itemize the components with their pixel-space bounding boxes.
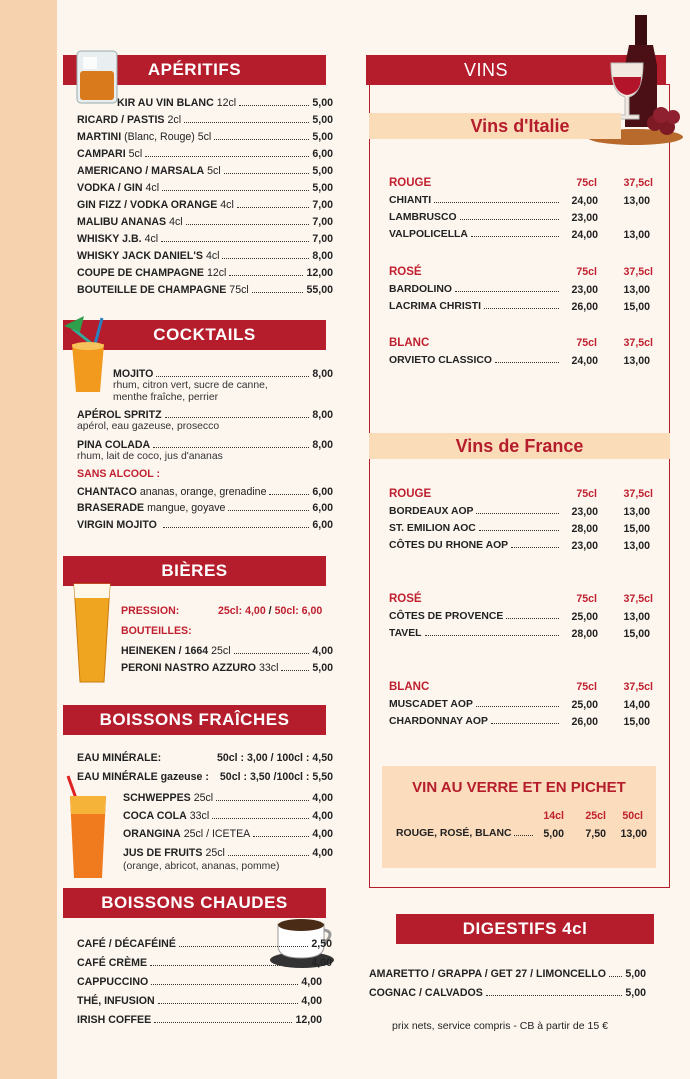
dot-leader [486,995,623,996]
wine-row [389,523,562,534]
beer-glass-icon [70,578,114,693]
chaudes-title: BOISSONS CHAUDES [101,893,288,912]
item-price: 4,00 [312,828,333,840]
dot-leader [150,965,308,966]
item-price: 5,00 [625,968,646,980]
item-qty: 4cl [144,233,159,245]
wine-row [389,284,562,295]
wine-price-75: 23,00 [571,506,598,518]
juice-glass-icon [62,774,112,889]
verre-name: ROUGE, ROSÉ, BLANC [396,828,512,839]
dot-leader [145,156,309,157]
menu-row [77,165,333,178]
wine-price-375: 15,00 [623,523,650,535]
dot-leader [495,362,559,363]
dot-leader [434,202,559,203]
wine-row [389,301,562,312]
menu-row [77,995,322,1008]
dot-leader [281,670,309,671]
verre-title: VIN AU VERRE ET EN PICHET [412,779,626,796]
item-qty: 33cl [189,810,210,822]
item-price: 5,00 [312,182,333,194]
eau1-name: EAU MINÉRALE: [77,752,162,764]
item-name: HEINEKEN / 1664 [121,645,209,657]
wine-price-375: 13,00 [623,355,650,367]
item-name: VODKA / GIN [77,182,143,194]
dot-leader [425,635,559,636]
wine-row [389,611,562,622]
cocktail-desc: rhum, citron vert, sucre de canne, [113,380,268,391]
wine-col-375: 37,5cl [623,488,653,500]
menu-row [77,519,333,532]
item-qty: 33cl [258,662,279,674]
item-price: 4,00 [301,995,322,1007]
wine-name: LACRIMA CHRISTI [389,301,481,312]
dot-leader [228,510,309,511]
cocktails-title: COCKTAILS [153,325,256,344]
cocktail-desc: rhum, lait de coco, jus d'ananas [77,451,223,462]
item-qty: 4cl [169,216,183,228]
wine-col-75: 75cl [576,266,597,278]
pression-sep: / [268,605,272,617]
wine-price-375: 14,00 [623,699,650,711]
wine-price-75: 28,00 [571,628,598,640]
item-price: 6,00 [312,486,333,498]
item-qty: 4cl [145,182,160,194]
wine-col-75: 75cl [576,177,597,189]
menu-row [77,976,322,989]
dot-leader [154,1022,292,1023]
wine-price-75: 25,00 [571,699,598,711]
dot-leader [252,292,304,293]
menu-row [77,267,333,280]
wine-price-75: 26,00 [571,301,598,313]
footer-note: prix nets, service compris - CB à partir de 15 € [392,1020,608,1032]
wine-price-375: 15,00 [623,301,650,313]
eau2-name: EAU MINÉRALE gazeuse : [77,771,209,783]
menu-row [123,847,333,860]
dot-leader [156,376,309,377]
dot-leader [479,530,559,531]
digestifs-title: DIGESTIFS 4cl [462,919,588,938]
dot-leader [151,984,298,985]
jus-description: (orange, abricot, ananas, pomme) [123,861,280,872]
sans-alcool-label: SANS ALCOOL : [77,468,160,480]
dot-leader [506,618,559,619]
wine-name: CÔTES DE PROVENCE [389,611,504,622]
dot-leader [253,836,309,837]
wine-row [389,506,562,517]
fraiches-banner [63,705,326,735]
item-price: 6,00 [312,502,333,514]
item-name: JUS DE FRUITS [123,847,203,859]
dot-leader [179,946,308,947]
menu-row [123,810,333,823]
pression-label: PRESSION: [121,605,180,617]
item-price: 4,00 [301,976,322,988]
wine-name: BORDEAUX AOP [389,506,474,517]
wine-group-label: ROSÉ [389,266,422,278]
pression-prices [218,605,322,617]
item-price: 5,00 [312,662,333,674]
item-qty: ananas, orange, grenadine [139,486,267,498]
wine-name: TAVEL [389,628,422,639]
wine-name: BARDOLINO [389,284,452,295]
item-name: AMERICANO / MARSALA [77,165,205,177]
wine-group-label: ROUGE [389,177,432,189]
dot-leader [229,275,303,276]
dot-leader [216,800,309,801]
left-decorative-stripe [0,0,57,1079]
wine-price-375: 13,00 [623,229,650,241]
wine-name: CHIANTI [389,195,432,206]
item-name: RICARD / PASTIS [77,114,165,126]
pression-25: 25cl: 4,00 [218,605,266,617]
item-name: SCHWEPPES [123,792,191,804]
item-name: MARTINI [77,131,122,143]
item-name: BRASERADE [77,502,145,514]
wine-price-75: 23,00 [571,284,598,296]
item-price: 8,00 [312,250,333,262]
cocktail-desc: menthe fraîche, perrier [113,392,219,403]
menu-row [121,662,333,675]
wine-price-75: 23,00 [571,540,598,552]
item-name: ORANGINA [123,828,181,840]
wine-name: ST. EMILION AOC [389,523,476,534]
wine-price-75: 28,00 [571,523,598,535]
dot-leader [484,308,559,309]
item-price: 4,00 [312,810,333,822]
eau-minerale-row [77,752,333,765]
dot-leader [491,723,559,724]
bieres-title: BIÈRES [161,561,228,580]
wine-name: CHARDONNAY AOP [389,716,488,727]
menu-row [123,792,333,805]
item-name: IRISH COFFEE [77,1014,152,1026]
item-qty: 12cl [206,267,227,279]
wine-name: ORVIETO CLASSICO [389,355,492,366]
item-name: PINA COLADA [77,439,151,451]
wine-col-75: 75cl [576,337,597,349]
menu-row [369,968,646,981]
item-name: VIRGIN MOJITO [77,519,157,531]
item-price: 8,00 [312,439,333,451]
dot-leader [228,855,309,856]
cocktail-glass-icon [62,314,112,401]
wine-price-75: 24,00 [571,195,598,207]
italie-band [369,113,621,139]
pression-50: 50cl: 6,00 [274,605,323,617]
item-name: CAFÉ CRÈME [77,957,148,969]
wine-row [389,229,562,240]
dot-leader [224,173,310,174]
verre-c2: 25cl [585,810,606,822]
menu-row [77,148,333,161]
item-name: BOUTEILLE DE CHAMPAGNE [77,284,227,296]
item-name: COCA COLA [123,810,187,822]
dot-leader [476,513,559,514]
vins-title: VINS [463,59,508,80]
menu-row [77,284,333,297]
wine-name: VALPOLICELLA [389,229,468,240]
item-name: CHANTACO [77,486,137,498]
dot-leader [269,494,309,495]
wine-name: LAMBRUSCO [389,212,457,223]
dot-leader [460,219,559,220]
wine-price-375: 13,00 [623,540,650,552]
wine-group-label: ROSÉ [389,593,422,605]
wine-col-75: 75cl [576,488,597,500]
wine-name: CÔTES DU RHONE AOP [389,540,509,551]
wine-group-label: ROUGE [389,488,432,500]
wine-col-75: 75cl [576,593,597,605]
menu-row [77,957,332,970]
item-qty: 12cl [216,97,237,109]
wine-name: MUSCADET AOP [389,699,473,710]
menu-row [77,114,333,127]
item-price: 5,00 [312,131,333,143]
menu-row [369,987,646,1000]
whisky-glass-icon [73,47,121,112]
wine-row [389,716,562,727]
item-name: COGNAC / CALVADOS [369,987,483,999]
wine-col-75: 75cl [576,681,597,693]
item-name: GIN FIZZ / VODKA ORANGE [77,199,218,211]
item-price: 4,00 [312,792,333,804]
menu-row [77,182,333,195]
item-price: 12,00 [295,1014,322,1026]
dot-leader [184,122,309,123]
item-qty: 25cl [193,792,214,804]
item-name: WHISKY J.B. [77,233,142,245]
dot-leader [158,1003,299,1004]
dot-leader [153,447,309,448]
item-price: 5,00 [625,987,646,999]
dot-leader [212,818,309,819]
item-qty: 4cl [220,199,234,211]
wine-price-375: 13,00 [623,284,650,296]
wine-price-75: 25,00 [571,611,598,623]
aperitifs-title: APÉRITIFS [147,60,242,79]
verre-c1: 14cl [543,810,564,822]
wine-row [389,212,562,223]
wine-row [389,540,562,551]
item-name: KIR AU VIN BLANC [117,97,214,109]
verre-c3: 50cl [622,810,643,822]
item-price: 6,00 [312,519,333,531]
wine-col-375: 37,5cl [623,337,653,349]
dot-leader [511,547,559,548]
menu-row [77,486,333,499]
item-qty: 25cl / ICETEA [183,828,251,840]
item-qty: 75cl [229,284,249,296]
dot-leader [237,207,310,208]
item-price: 12,00 [306,267,333,279]
dot-leader [609,976,622,977]
wine-col-375: 37,5cl [623,593,653,605]
wine-group-label: BLANC [389,337,430,349]
dot-leader [162,190,309,191]
italie-title: Vins d'Italie [470,115,570,136]
item-name: CAFÉ / DÉCAFÉINÉ [77,938,176,950]
bouteilles-label: BOUTEILLES: [121,625,192,637]
wine-col-375: 37,5cl [623,266,653,278]
item-price: 55,00 [306,284,333,296]
dot-leader [222,258,309,259]
item-qty: 2cl [167,114,182,126]
menu-row [123,828,333,841]
item-name: MALIBU ANANAS [77,216,167,228]
wine-col-375: 37,5cl [623,681,653,693]
item-qty: (Blanc, Rouge) 5cl [124,131,212,143]
verre-p2: 7,50 [585,828,606,840]
item-name: MOJITO [113,368,154,380]
wine-price-375: 13,00 [623,506,650,518]
menu-row [121,645,333,658]
wine-price-375: 13,00 [623,611,650,623]
dot-leader [186,224,310,225]
verre-row [396,828,536,839]
wine-row [389,355,562,366]
eau-gazeuse-row [77,771,333,784]
item-price: 8,00 [312,409,333,421]
item-qty: 5cl [207,165,221,177]
verre-p3: 13,00 [620,828,647,840]
wine-price-75: 26,00 [571,716,598,728]
wine-price-75: 24,00 [571,355,598,367]
item-price: 4,00 [312,847,333,859]
item-price: 5,00 [312,165,333,177]
wine-price-75: 24,00 [571,229,598,241]
menu-row [77,199,333,212]
wine-price-375: 15,00 [623,716,650,728]
item-name: CAPPUCCINO [77,976,149,988]
wine-group-label: BLANC [389,681,430,693]
menu-row [77,233,333,246]
wine-price-375: 15,00 [623,628,650,640]
dot-leader [234,653,310,654]
item-price: 7,00 [312,233,333,245]
menu-row [117,97,333,110]
menu-row [77,938,332,951]
menu-row [77,216,333,229]
menu-row [77,502,333,515]
wine-col-375: 37,5cl [623,177,653,189]
dot-leader [163,527,310,528]
item-price: 7,00 [312,216,333,228]
item-name: CAMPARI [77,148,126,160]
item-name: PERONI NASTRO AZZURO [121,662,256,674]
item-name: COUPE DE CHAMPAGNE [77,267,204,279]
wine-row [389,628,562,639]
dot-leader [476,706,559,707]
dot-leader [214,139,309,140]
item-price: 2,50 [311,938,332,950]
dot-leader [471,236,559,237]
item-qty: 4cl [205,250,220,262]
france-band [369,433,670,459]
menu-row [77,131,333,144]
item-price: 5,00 [312,97,333,109]
dot-leader [161,241,309,242]
eau1-price: 50cl : 3,00 / 100cl : 4,50 [216,752,333,764]
dot-leader [165,417,310,418]
item-price: 6,00 [312,148,333,160]
verre-p1: 5,00 [543,828,564,840]
dot-leader [455,291,559,292]
item-qty: 25cl [205,847,225,859]
item-qty: 5cl [128,148,143,160]
wine-row [389,195,562,206]
france-title: Vins de France [455,435,584,456]
item-price: 8,00 [312,368,333,380]
item-price: 5,00 [312,114,333,126]
digestifs-banner [396,914,654,944]
item-name: APÉROL SPRITZ [77,409,162,421]
wine-price-75: 23,00 [571,212,598,224]
item-name: THÉ, INFUSION [77,995,155,1007]
item-qty: mangue, goyave [147,502,226,514]
menu-row [77,1014,322,1027]
item-name: AMARETTO / GRAPPA / GET 27 / LIMONCELLO [369,968,606,980]
item-price: 4,00 [312,645,333,657]
cocktail-desc: apérol, eau gazeuse, prosecco [77,421,220,432]
item-name: WHISKY JACK DANIEL'S [77,250,203,262]
eau2-price: 50cl : 3,50 /100cl : 5,50 [219,771,333,783]
item-price: 4,00 [311,957,332,969]
dot-leader [239,105,309,106]
wine-price-375: 13,00 [623,195,650,207]
fraiches-title: BOISSONS FRAÎCHES [99,710,290,729]
item-qty: 25cl [211,645,231,657]
item-price: 7,00 [312,199,333,211]
menu-row [77,250,333,263]
wine-row [389,699,562,710]
